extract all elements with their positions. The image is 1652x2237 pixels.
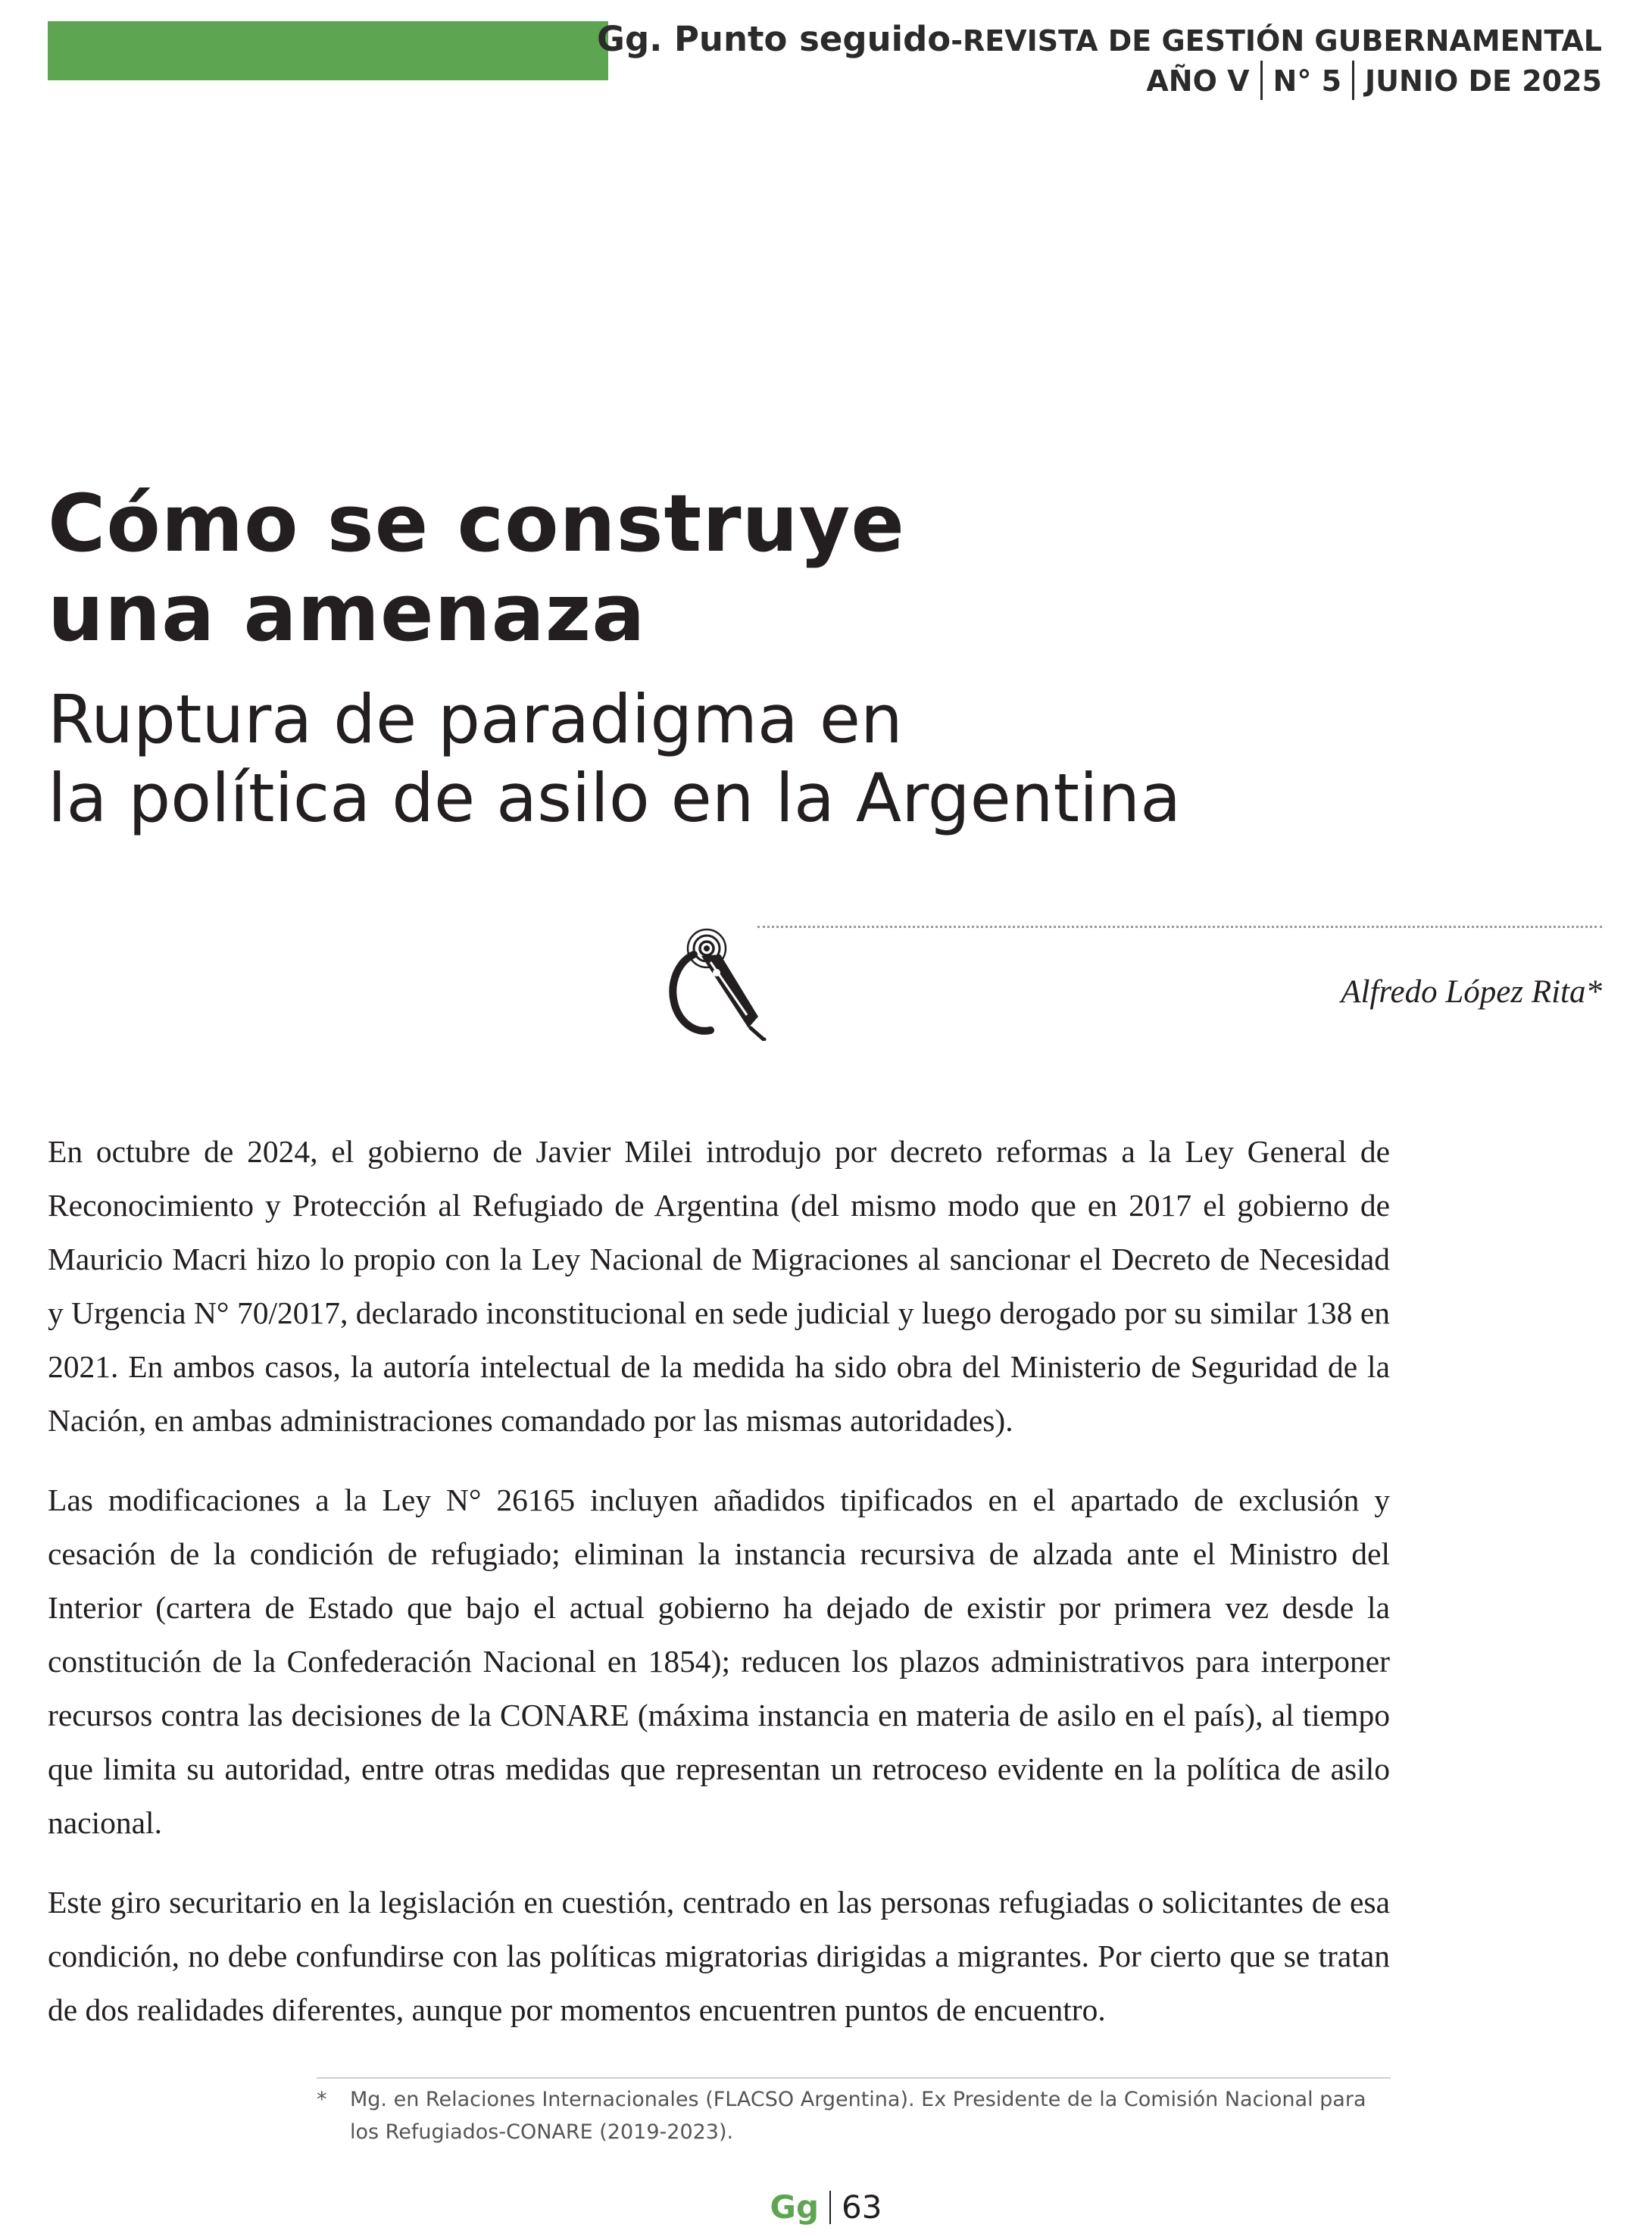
issue-number: N° 5 bbox=[1273, 64, 1342, 98]
footnote-mark: * bbox=[317, 2088, 327, 2111]
byline-divider bbox=[757, 926, 1602, 928]
masthead-title-line bbox=[597, 20, 1602, 61]
header-accent-bar bbox=[48, 21, 608, 80]
footnote-divider bbox=[317, 2077, 1391, 2079]
article-title bbox=[48, 479, 905, 658]
author-name: Alfredo López Rita* bbox=[1341, 974, 1602, 1010]
issue-year: AÑO V bbox=[1146, 64, 1250, 98]
masthead-divider bbox=[1260, 61, 1263, 100]
issue-date: JUNIO DE 2025 bbox=[1365, 64, 1602, 98]
body-paragraph: En octubre de 2024, el gobierno de Javier Milei introdujo por decreto reformas a la Ley General de Reconocimiento y Protección al Refugiado de Argentina (del mismo modo que en 2017 el gobierno de Mauricio Macri hizo lo propio con la Ley Nacional de Migraciones al sancionar el Decreto de Necesidad y Urgencia N° 70/2017, declarado inconstitucional en sede judicial y luego derogado por su similar 138 en 2021. En ambos casos, la autoría intelectual de la medida ha sido obra del Ministerio de Seguridad de la Nación, en ambas administraciones comandado por las mismas autoridades). bbox=[48, 1134, 1390, 1438]
footnote bbox=[317, 2083, 1391, 2148]
magazine-subtitle: -REVISTA DE GESTIÓN GUBERNAMENTAL bbox=[951, 24, 1602, 58]
article-subtitle-line: la política de asilo en la Argentina bbox=[48, 759, 1182, 837]
footer-logo: Gg bbox=[770, 2189, 820, 2226]
body-paragraph: Las modificaciones a la Ley N° 26165 incluyen añadidos tipificados en el apartado de exclusión y cesación de la condición de refugiado; eliminan la instancia recursiva de alzada ante el Ministro del Interior (cartera de Estado que bajo el actual gobierno ha dejado de existir por primera vez desde la constitución de la Confederación Nacional en 1854); reducen los plazos administrativos para interponer recursos contra las decisiones de la CONARE (máxima instancia en materia de asilo en el país), al tiempo que limita su autoridad, entre otras medidas que representan un retroceso evidente en la política de asilo nacional. bbox=[48, 1482, 1390, 1840]
masthead-divider bbox=[1352, 61, 1354, 100]
masthead bbox=[597, 20, 1602, 101]
page-number: 63 bbox=[842, 2189, 882, 2226]
page-footer bbox=[0, 2186, 1652, 2229]
magazine-name: Gg. Punto seguido bbox=[597, 19, 951, 59]
footer-divider bbox=[829, 2191, 831, 2224]
body-paragraph: Este giro securitario en la legislación en cuestión, centrado en las personas refugiadas o solicitantes de esa condición, no debe confundirse con las políticas migratorias dirigidas a migrantes. Por cierto que se tratan de dos realidades diferentes, aunque por momentos encuentren puntos de encuentro. bbox=[48, 1885, 1390, 2027]
article-subtitle-line: Ruptura de paradigma en bbox=[48, 680, 903, 758]
fountain-pen-icon bbox=[656, 926, 770, 1041]
article-subtitle bbox=[48, 680, 1181, 838]
footnote-text: Mg. en Relaciones Internacionales (FLACSO Argentina). Ex Presidente de la Comisión Nacional para los Refugiados-CONARE (2019-2023). bbox=[350, 2088, 1366, 2144]
article-title-line: una amenaza bbox=[48, 567, 646, 659]
masthead-issue-line bbox=[597, 61, 1602, 101]
article-title-line: Cómo se construye bbox=[48, 477, 905, 570]
article-body bbox=[48, 1125, 1390, 2063]
